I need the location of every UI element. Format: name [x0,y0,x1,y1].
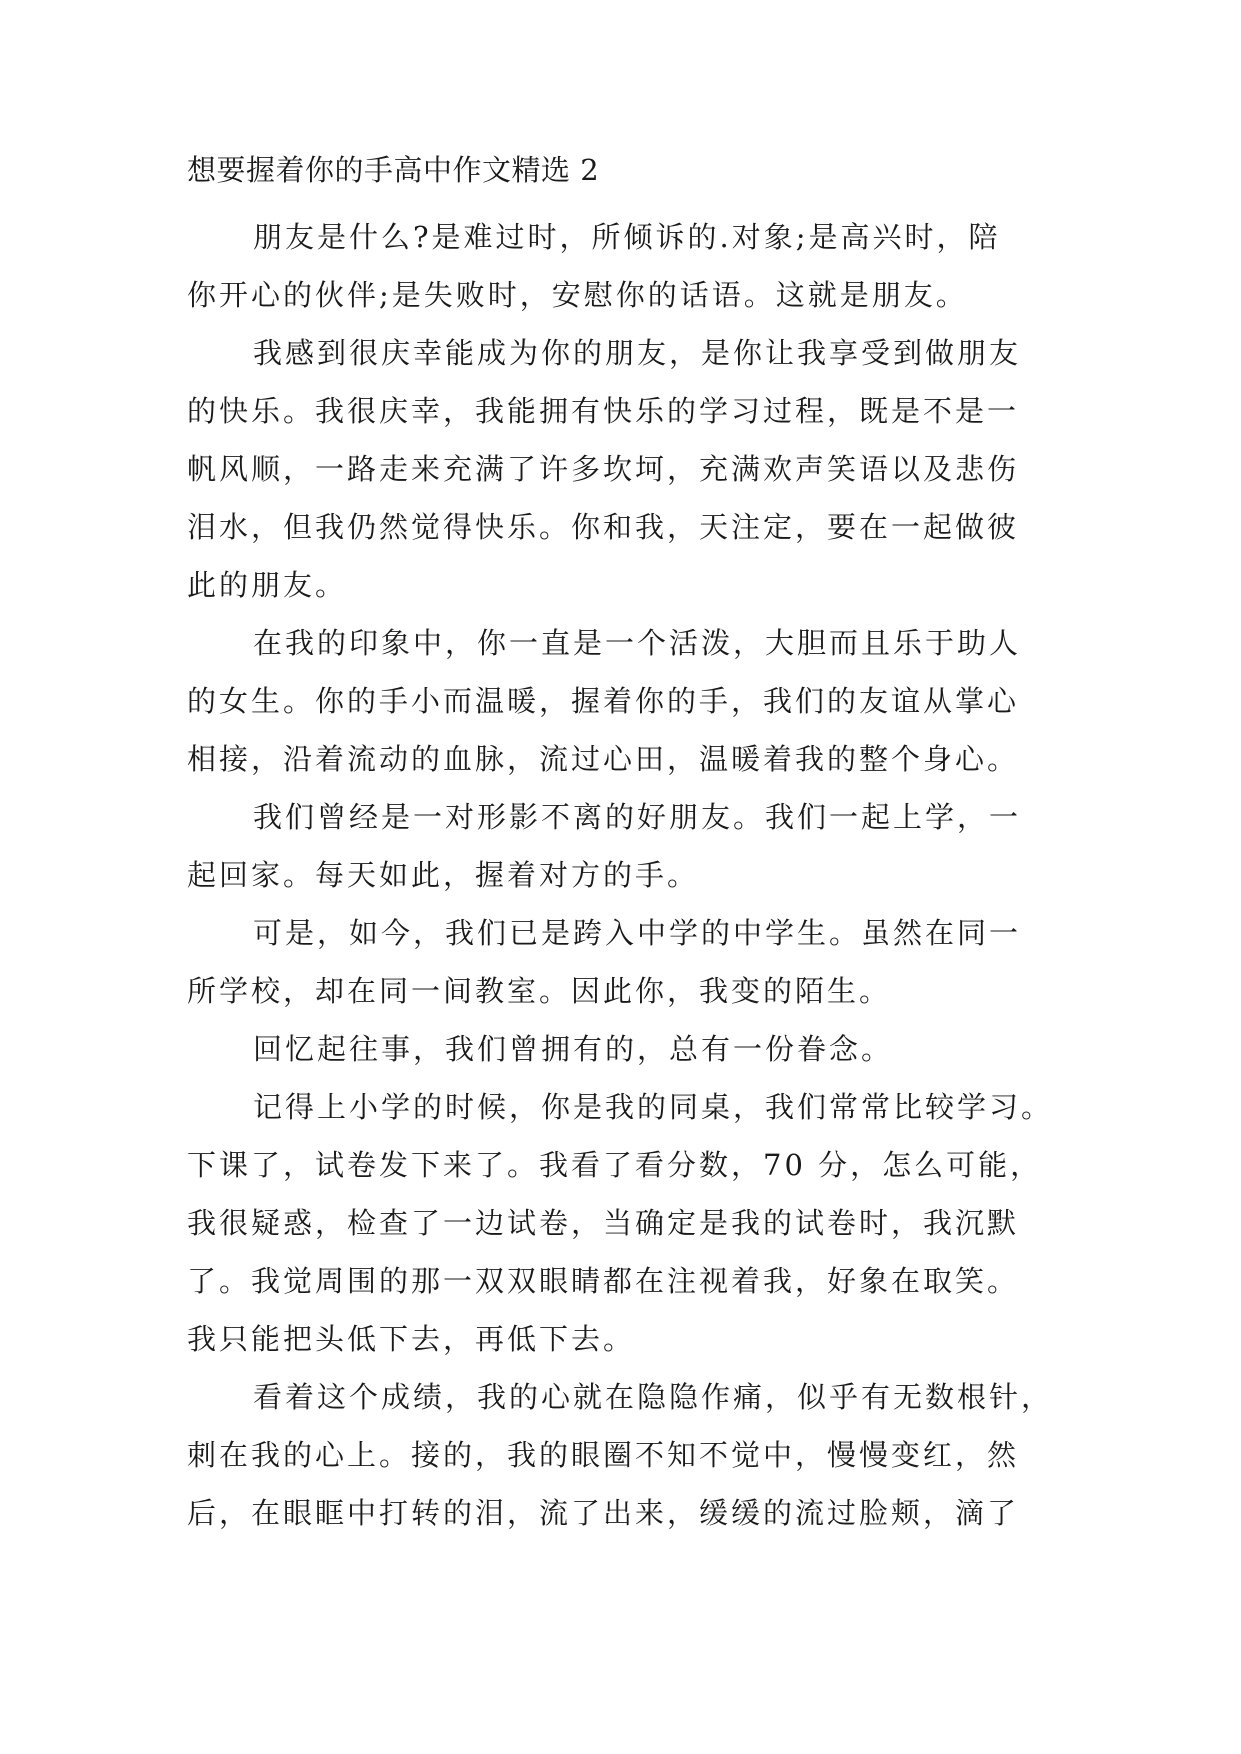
document-title: 想要握着你的手高中作文精选 2 [187,153,600,187]
paragraph [187,1078,1057,1368]
text-line: 刺在我的心上。接的，我的眼圈不知不觉中，慢慢变红，然 [187,1438,1020,1472]
text-line: 后，在眼眶中打转的泪，流了出来，缓缓的流过脸颊，滴了 [187,1496,1020,1530]
text-line: 下课了，试卷发下来了。我看了看分数，70 分，怎么可能， [187,1148,1043,1182]
text-line: 我只能把头低下去，再低下去。 [187,1322,636,1356]
paragraph [187,1368,1057,1542]
text-line: 看着这个成绩，我的心就在隐隐作痛，似乎有无数根针， [253,1380,1054,1414]
paragraph [187,1020,1057,1078]
text-line: 你开心的伙伴;是失败时，安慰你的话语。这就是朋友。 [187,278,968,312]
text-line: 此的朋友。 [187,568,348,602]
document-body [187,152,1057,1542]
text-line: 所学校，却在同一间教室。因此你，我变的陌生。 [187,974,892,1008]
text-line: 我们曾经是一对形影不离的好朋友。我们一起上学，一 [253,800,1022,834]
text-line: 的快乐。我很庆幸，我能拥有快乐的学习过程，既是不是一 [187,394,1020,428]
paragraph [187,788,1057,904]
text-line: 回忆起往事，我们曾拥有的，总有一份眷念。 [253,1032,894,1066]
text-line: 可是，如今，我们已是跨入中学的中学生。虽然在同一 [253,916,1022,950]
text-line: 的女生。你的手小而温暖，握着你的手，我们的友谊从掌心 [187,684,1020,718]
paragraph [187,904,1057,1020]
text-line: 我很疑惑，检查了一边试卷，当确定是我的试卷时，我沉默 [187,1206,1020,1240]
paragraph [187,208,1057,324]
text-line: 记得上小学的时候，你是我的同桌，我们常常比较学习。 [253,1090,1054,1124]
text-line: 帆风顺，一路走来充满了许多坎坷，充满欢声笑语以及悲伤 [187,452,1020,486]
paragraph [187,324,1057,614]
text-line: 起回家。每天如此，握着对方的手。 [187,858,700,892]
text-line: 相接，沿着流动的血脉，流过心田，温暖着我的整个身心。 [187,742,1020,776]
paragraph [187,614,1057,788]
text-line: 我感到很庆幸能成为你的朋友，是你让我享受到做朋友 [253,336,1022,370]
text-line: 了。我觉周围的那一双双眼睛都在注视着我，好象在取笑。 [187,1264,1020,1298]
text-line: 朋友是什么?是难过时，所倾诉的.对象;是高兴时，陪 [253,220,1001,254]
text-line: 泪水，但我仍然觉得快乐。你和我，天注定，要在一起做彼 [187,510,1020,544]
text-line: 在我的印象中，你一直是一个活泼，大胆而且乐于助人 [253,626,1022,660]
